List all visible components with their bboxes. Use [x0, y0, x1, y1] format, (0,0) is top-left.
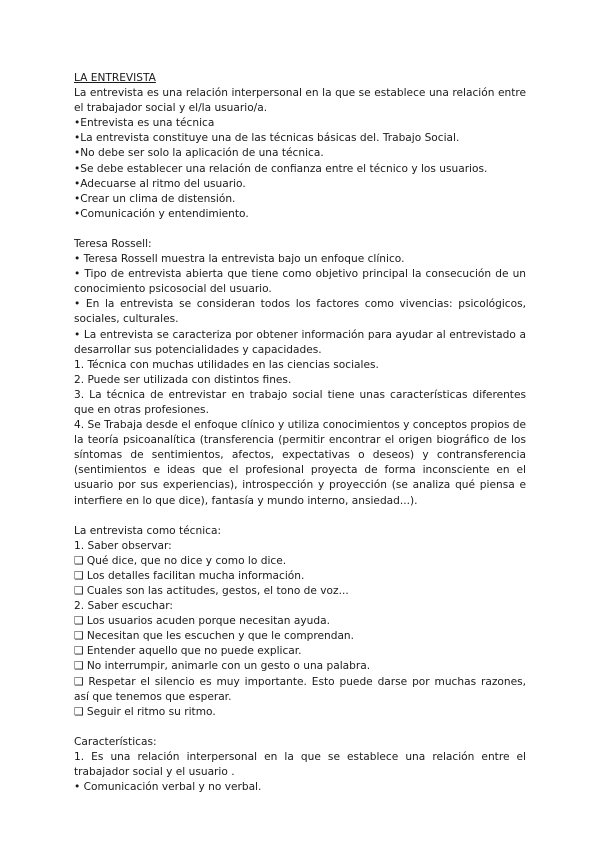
checkbox-item: ❑ Seguir el ritmo su ritmo. [74, 705, 216, 718]
checkbox-item: ❑ Cuales son las actitudes, gestos, el tono de voz... [74, 585, 349, 597]
checkbox-item: ❑ Los usuarios acuden porque necesitan ayuda. [74, 615, 330, 628]
checkbox-item: ❑ Los detalles facilitan mucha información. [74, 569, 305, 582]
spacer [74, 509, 526, 524]
checkbox-item: ❑ Necesitan que les escuchen y que le comprendan. [74, 630, 355, 643]
list-item: • Teresa Rossell muestra la entrevista bajo un enfoque clínico. [74, 253, 405, 266]
spacer [74, 222, 526, 237]
numbered-item: 2. Puede ser utilizada con distintos fines. [74, 373, 292, 386]
document-title: LA ENTREVISTA [74, 72, 156, 84]
list-item: •No debe ser solo la aplicación de una técnica. [74, 147, 324, 160]
list-item: •Comunicación y entendimiento. [74, 207, 249, 220]
list-item: • Tipo de entrevista abierta que tiene como objetivo principal la consecución de un conocimiento psicosocial del usuario. [74, 268, 526, 296]
list-item: • La entrevista se caracteriza por obtener información para ayudar al entrevistado a desarrollar sus potencialidades y capacidades. [74, 328, 526, 356]
numbered-item: 3. La técnica de entrevistar en trabajo social tiene unas características diferentes que en otras profesiones. [74, 388, 526, 416]
list-item: •Se debe establecer una relación de confianza entre el técnico y los usuarios. [74, 162, 488, 175]
subheading: 2. Saber escuchar: [74, 600, 174, 613]
document-page [74, 71, 526, 795]
section-heading: Características: [74, 735, 157, 748]
spacer [74, 720, 526, 735]
numbered-item: 1. Es una relación interpersonal en la que se establece una relación entre el trabajador social y el usuario . [74, 750, 526, 779]
list-item: •La entrevista constituye una de las técnicas básicas del. Trabajo Social. [74, 132, 460, 145]
checkbox-item: ❑ Respetar el silencio es muy importante. Esto puede darse por muchas razones, así que tenemos que esperar. [74, 675, 526, 703]
section-heading: Teresa Rossell: [74, 237, 152, 250]
list-item: •Entrevista es una técnica [74, 117, 215, 130]
checkbox-item: ❑ Qué dice, que no dice y como lo dice. [74, 554, 287, 567]
list-item: •Crear un clima de distensión. [74, 192, 236, 205]
list-item: • En la entrevista se consideran todos los factores como vivencias: psicológicos, sociales, culturales. [74, 298, 526, 326]
numbered-item: 1. Técnica con muchas utilidades en las ciencias sociales. [74, 358, 379, 371]
list-item: •Adecuarse al ritmo del usuario. [74, 177, 246, 190]
list-item: • Comunicación verbal y no verbal. [74, 781, 262, 794]
checkbox-item: ❑ Entender aquello que no puede explicar. [74, 645, 302, 658]
checkbox-item: ❑ No interrumpir, animarle con un gesto o una palabra. [74, 660, 371, 673]
section-heading: La entrevista como técnica: [74, 524, 222, 537]
intro-paragraph: La entrevista es una relación interpersonal en la que se establece una relación entre el trabajador social y el/la usuario/a. [74, 87, 526, 115]
subheading: 1. Saber observar: [74, 539, 172, 552]
numbered-item: 4. Se Trabaja desde el enfoque clínico y utiliza conocimientos y conceptos propios de la teoría psicoanalítica (transferencia (permitir encontrar el origen biográfico de los síntomas de sentimientos, afectos, expectativas o deseos) y contransferencia (sentimientos e ideas que el profesional proyecta de forma inconsciente en el usuario por sus experiencias), introspección y proyección (se analiza qué piensa e interfiere en lo que dice), fantasía y mundo interno, ansiedad...). [74, 419, 526, 507]
